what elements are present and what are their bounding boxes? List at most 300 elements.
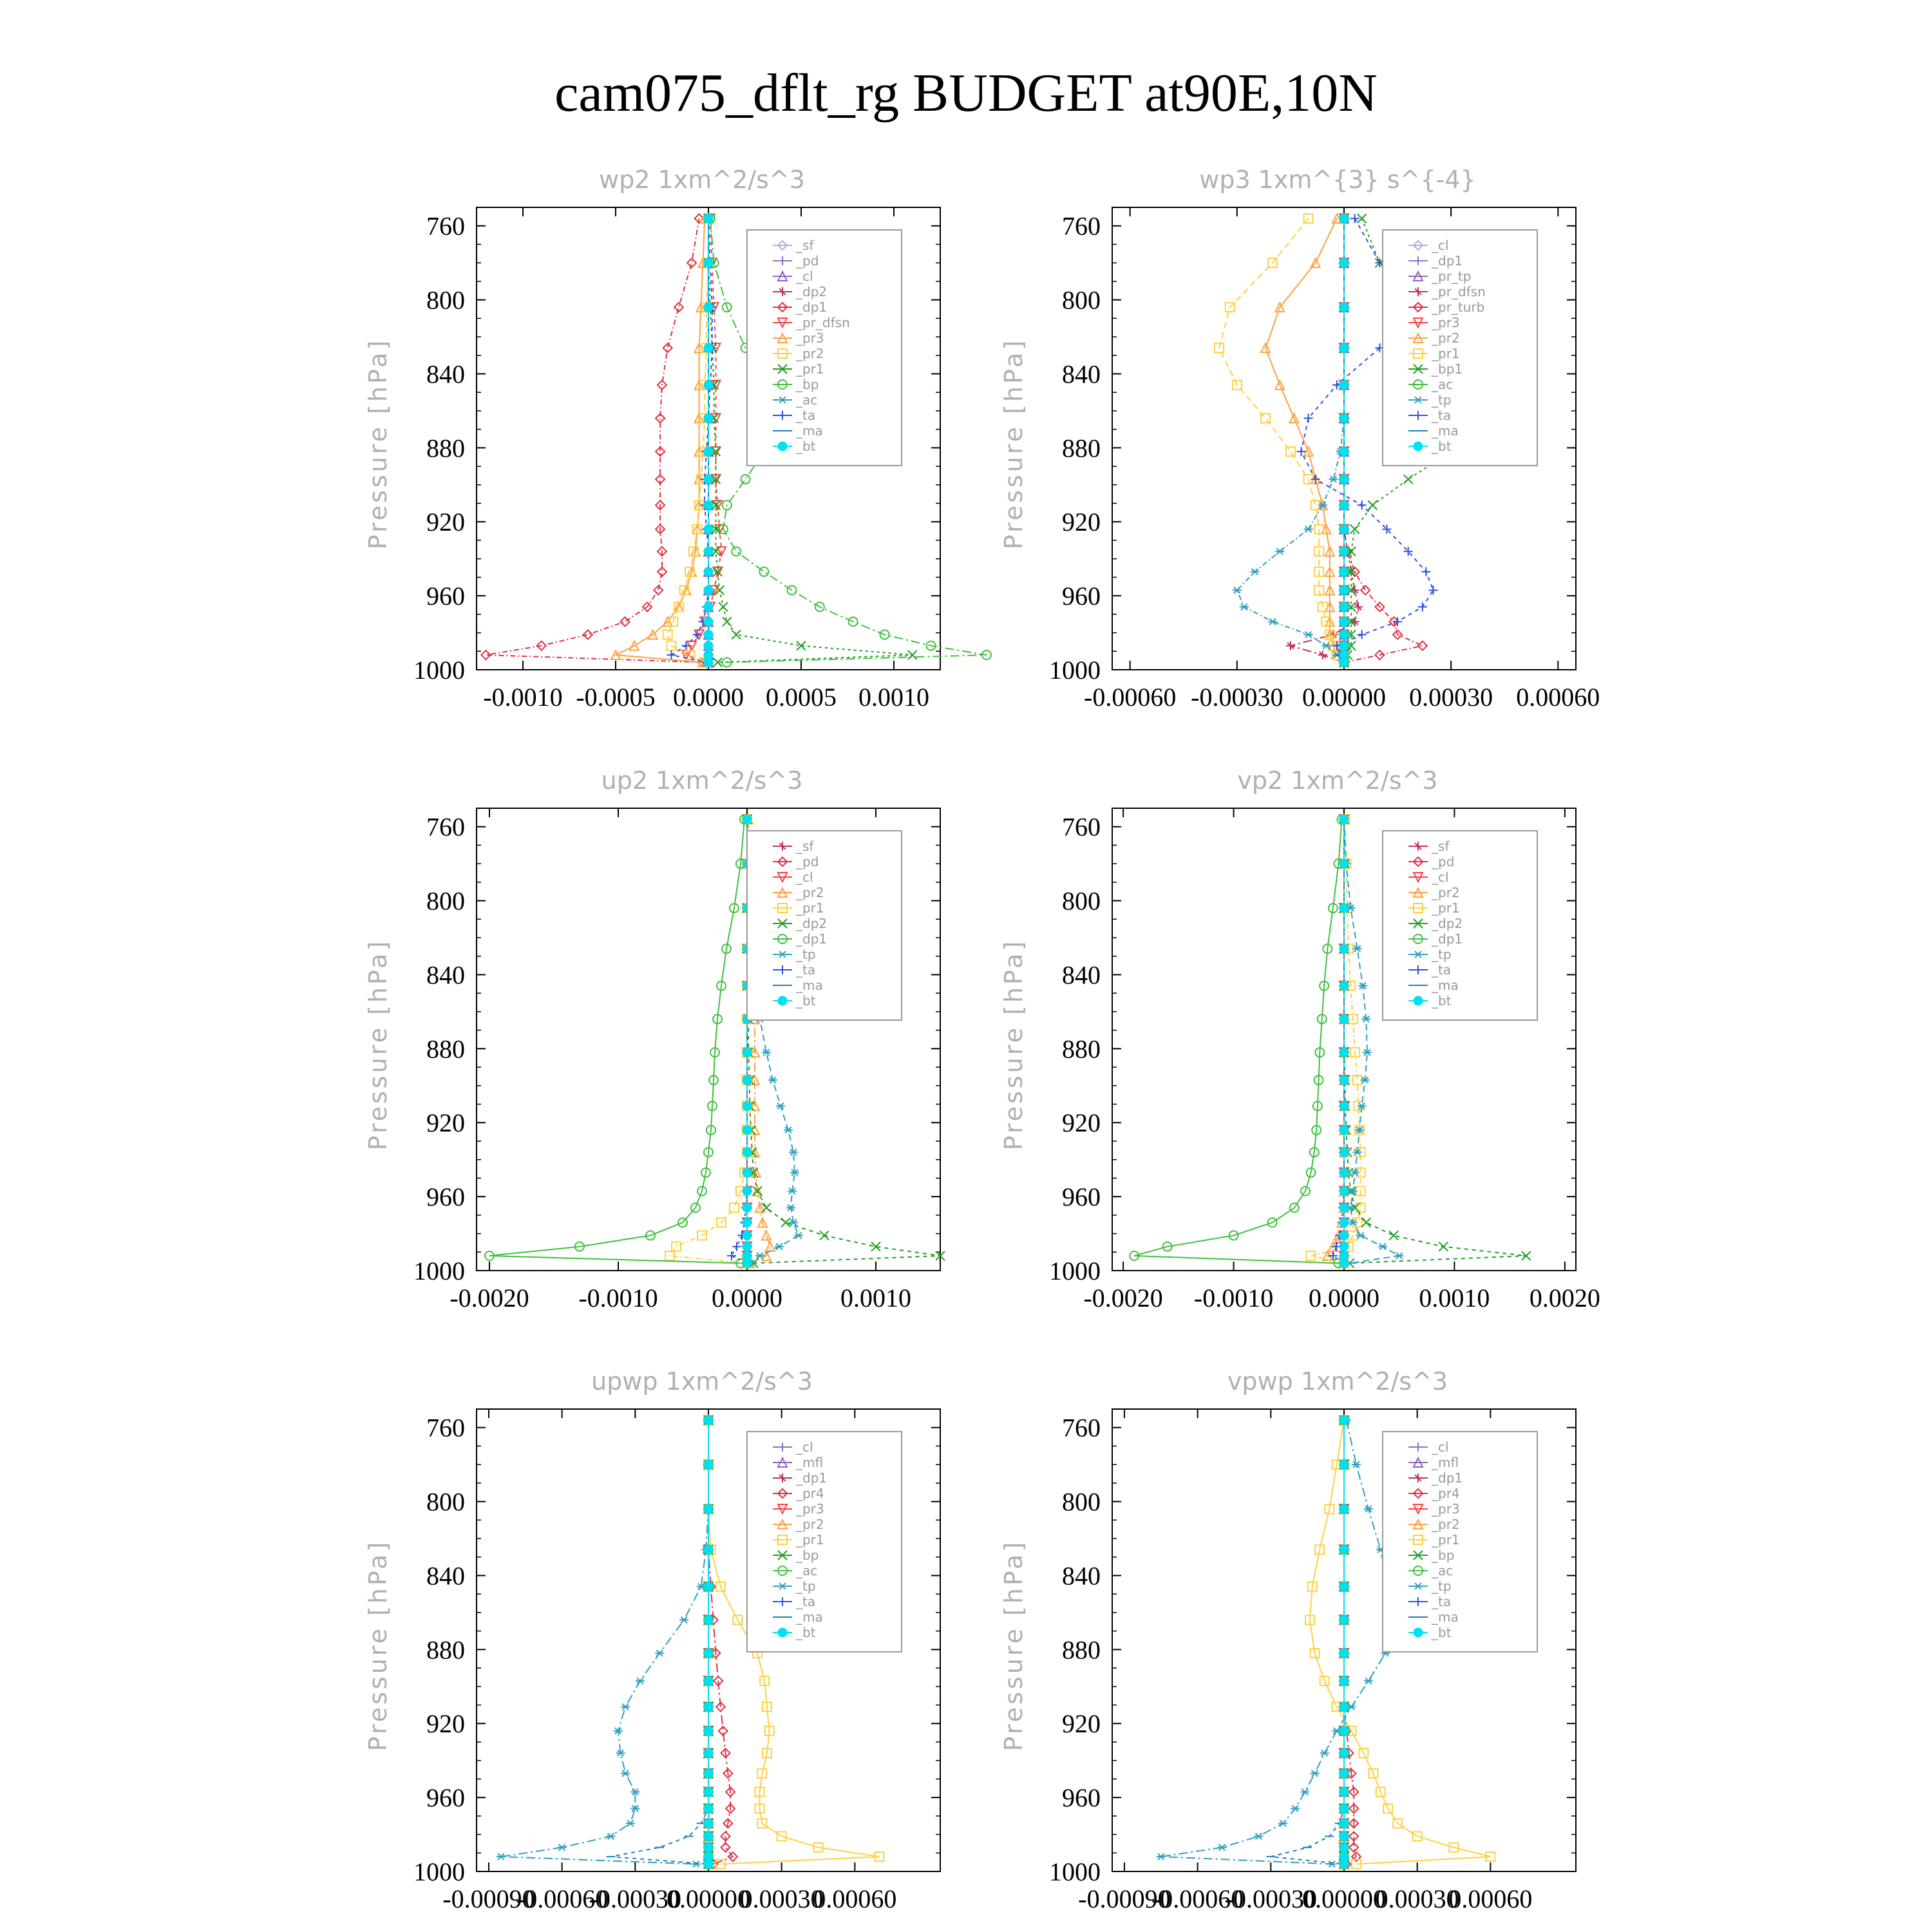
y-tick-label: 1000	[1049, 656, 1101, 685]
series-dp1	[1130, 815, 1346, 1267]
data-point	[1340, 586, 1349, 595]
legend-label: _bt	[1432, 1625, 1452, 1640]
data-point	[1340, 815, 1349, 824]
data-point	[1340, 547, 1349, 556]
data-point	[1340, 1231, 1349, 1240]
data-point	[1340, 475, 1349, 484]
x-tick-label: 0.00030	[1409, 683, 1493, 712]
x-tick-label: 0.0000	[673, 683, 744, 712]
legend-label: _dp1	[796, 1470, 828, 1486]
legend-label: _ma	[1432, 1609, 1459, 1625]
data-point	[704, 1460, 713, 1469]
legend-label: _pr3	[1432, 315, 1460, 330]
x-tick-label: -0.0010	[483, 683, 563, 712]
y-tick-label: 920	[426, 1108, 465, 1138]
legend-label: _pr_dfsn	[796, 315, 850, 330]
x-tick-label: -0.0005	[576, 683, 656, 712]
data-point	[621, 1770, 630, 1777]
data-point	[1340, 1416, 1349, 1425]
chart-panel-3	[364, 766, 945, 1312]
legend-label: _ma	[1432, 978, 1459, 993]
legend-label: _bt	[796, 993, 816, 1009]
data-point	[663, 343, 672, 352]
data-point	[1340, 1048, 1349, 1057]
y-tick-label: 840	[1062, 960, 1101, 990]
y-tick-label: 760	[1062, 812, 1101, 842]
y-axis-label: Pressure [hPa]	[364, 337, 392, 550]
data-point	[723, 617, 732, 626]
y-tick-label: 800	[426, 1487, 465, 1517]
legend-label: _bt	[796, 1625, 816, 1640]
data-point	[704, 214, 713, 223]
data-point	[743, 1259, 752, 1268]
x-tick-label: -0.0010	[1193, 1283, 1274, 1312]
data-point	[1311, 1770, 1320, 1777]
data-point	[743, 1148, 752, 1157]
y-tick-label: 800	[1062, 1487, 1101, 1517]
legend-label: _cl	[1432, 1439, 1449, 1455]
data-point	[1340, 1582, 1349, 1591]
legend-label: _ac	[796, 392, 818, 408]
data-point	[1340, 525, 1349, 534]
data-point	[1340, 447, 1349, 456]
data-point	[743, 1218, 752, 1227]
legend-label: _pr1	[796, 1532, 824, 1548]
data-point	[704, 1788, 713, 1797]
data-point	[681, 641, 690, 650]
data-point	[759, 567, 768, 576]
data-point	[1340, 413, 1349, 422]
legend-label: _ma	[796, 423, 823, 439]
data-point	[1340, 1148, 1349, 1157]
series-line	[1344, 1420, 1356, 1864]
y-tick-label: 760	[426, 211, 465, 241]
data-point	[1340, 1014, 1349, 1023]
series-line	[732, 819, 747, 1263]
series-bt	[704, 1416, 713, 1868]
series-line	[501, 1420, 708, 1864]
data-point	[1254, 1833, 1263, 1840]
legend-label: _mfl	[1432, 1455, 1459, 1470]
data-point	[1389, 1231, 1398, 1240]
legend-label: _cl	[1432, 238, 1449, 253]
page-title: cam075_dflt_rg BUDGET at90E,10N	[554, 63, 1378, 123]
y-axis-label: Pressure [hPa]	[999, 337, 1028, 550]
data-point	[704, 1843, 713, 1852]
data-point	[743, 1187, 752, 1196]
data-point	[636, 1678, 645, 1684]
x-tick-label: 0.0010	[858, 683, 929, 712]
data-point	[1340, 1702, 1349, 1711]
legend-label: _pr1	[796, 900, 824, 916]
series-line	[1134, 819, 1341, 1263]
series-ta	[667, 214, 716, 667]
panel-title: upwp 1xm^2/s^3	[591, 1367, 813, 1396]
legend-label: _pr_tp	[1432, 269, 1472, 284]
data-point	[704, 500, 713, 509]
legend-label: _tp	[1432, 1578, 1452, 1594]
legend-label: _cl	[796, 1439, 813, 1455]
data-point	[1340, 944, 1349, 953]
data-point	[704, 1649, 713, 1658]
legend-label: _pd	[796, 854, 819, 869]
data-point	[1340, 1187, 1349, 1196]
data-point	[1364, 1678, 1373, 1684]
legend-label: _bt	[1432, 993, 1452, 1009]
data-point	[672, 1242, 681, 1251]
data-point	[704, 547, 713, 556]
data-point	[1340, 981, 1349, 990]
series-line	[489, 819, 744, 1263]
data-point	[1340, 1727, 1349, 1736]
y-tick-label: 760	[426, 1413, 465, 1443]
legend-label: _bt	[1432, 439, 1452, 454]
data-point	[620, 617, 629, 626]
series-line	[1219, 218, 1344, 662]
series-line	[708, 1420, 733, 1864]
data-point	[674, 303, 683, 312]
data-point	[704, 1832, 713, 1841]
y-tick-label: 760	[426, 812, 465, 842]
legend-label: _pr_dfsn	[1432, 284, 1486, 299]
data-point	[687, 258, 696, 267]
y-axis-label: Pressure [hPa]	[364, 1539, 392, 1752]
data-point	[719, 602, 728, 611]
data-point	[704, 343, 713, 352]
legend-label: _dp2	[796, 284, 828, 299]
panel-title: vpwp 1xm^2/s^3	[1227, 1367, 1448, 1396]
data-point	[1340, 258, 1349, 267]
data-point	[1340, 1769, 1349, 1778]
legend-label: _cl	[796, 269, 813, 284]
series-bt	[1340, 1416, 1349, 1868]
data-point	[743, 1126, 752, 1135]
data-point	[1358, 630, 1367, 639]
series-line	[670, 819, 747, 1263]
data-point	[743, 815, 752, 824]
data-point	[743, 1168, 752, 1177]
legend-label: _ta	[796, 1594, 816, 1609]
panel-title: vp2 1xm^2/s^3	[1237, 766, 1438, 795]
data-point	[1340, 1788, 1349, 1797]
legend-label: _ac	[796, 1563, 818, 1578]
legend-label: _ac	[1432, 377, 1454, 392]
legend-marker	[778, 1628, 787, 1637]
legend-label: _pr3	[1432, 1501, 1460, 1517]
series-ma	[1266, 1420, 1349, 1864]
data-point	[655, 1650, 664, 1656]
data-point	[704, 1860, 713, 1869]
data-point	[704, 1769, 713, 1778]
data-point	[1340, 1259, 1349, 1268]
data-point	[704, 413, 713, 422]
legend-label: _pd	[1432, 854, 1455, 869]
data-point	[1304, 632, 1313, 638]
data-point	[743, 1101, 752, 1110]
series-pr4	[1340, 1416, 1361, 1868]
legend-box	[747, 1432, 902, 1652]
data-point	[704, 381, 713, 390]
legend-label: _cl	[1432, 869, 1449, 885]
x-tick-label: -0.00060	[1084, 683, 1177, 712]
x-tick-label: 0.00000	[1302, 1884, 1386, 1913]
data-point	[762, 1203, 771, 1212]
data-point	[583, 630, 592, 639]
x-tick-label: 0.0005	[766, 683, 837, 712]
legend-label: _ma	[1432, 423, 1459, 439]
y-tick-label: 1000	[1049, 1857, 1101, 1886]
y-tick-label: 840	[1062, 1561, 1101, 1591]
y-tick-label: 760	[1062, 211, 1101, 241]
y-tick-label: 960	[1062, 1182, 1101, 1212]
data-point	[776, 1103, 785, 1109]
legend-label: _bt	[796, 439, 816, 454]
y-tick-label: 880	[426, 1034, 465, 1064]
series-pr1	[665, 815, 752, 1267]
data-point	[1418, 602, 1427, 611]
data-point	[667, 650, 676, 659]
data-point	[1340, 1545, 1349, 1554]
legend-label: _sf	[796, 238, 814, 253]
data-point	[1361, 1218, 1370, 1227]
data-point	[1340, 1504, 1349, 1513]
data-point	[1421, 567, 1430, 576]
data-point	[1340, 567, 1349, 576]
data-point	[1404, 475, 1413, 484]
y-tick-label: 920	[1062, 1108, 1101, 1138]
legend-label: _dp2	[1432, 916, 1463, 931]
data-point	[1428, 586, 1437, 595]
y-tick-label: 840	[426, 1561, 465, 1591]
legend-label: _dp2	[796, 916, 828, 931]
x-tick-label: 0.0010	[840, 1283, 911, 1312]
data-point	[704, 1748, 713, 1757]
data-point	[497, 1853, 506, 1860]
legend-label: _ta	[796, 408, 816, 423]
data-point	[1291, 1805, 1300, 1812]
data-point	[1340, 630, 1349, 639]
data-point	[621, 1703, 630, 1710]
data-point	[704, 1615, 713, 1624]
data-point	[1340, 904, 1349, 913]
data-point	[667, 641, 676, 650]
y-tick-label: 840	[426, 359, 465, 389]
x-tick-label: 0.00000	[1302, 683, 1386, 712]
series-line	[1333, 819, 1344, 1263]
data-point	[1368, 500, 1377, 509]
y-tick-label: 960	[1062, 1783, 1101, 1813]
legend-label: _sf	[796, 838, 814, 854]
legend-label: _dp1	[1432, 931, 1463, 947]
panel-title: wp2 1xm^2/s^3	[599, 166, 805, 194]
x-tick-label: 0.0000	[1309, 1283, 1379, 1312]
y-axis-label: Pressure [hPa]	[999, 1539, 1028, 1752]
data-point	[743, 1231, 752, 1240]
y-tick-label: 840	[1062, 359, 1101, 389]
legend-label: _cl	[796, 869, 813, 885]
y-tick-label: 800	[1062, 285, 1101, 315]
legend-label: _tp	[796, 1578, 816, 1594]
data-point	[704, 602, 713, 611]
y-tick-label: 960	[1062, 582, 1101, 611]
data-point	[1251, 569, 1260, 575]
legend-label: _pr1	[1432, 1532, 1460, 1548]
data-point	[1340, 1242, 1349, 1251]
y-tick-label: 920	[426, 1709, 465, 1739]
series-line	[671, 218, 712, 662]
data-point	[558, 1844, 567, 1851]
y-tick-label: 920	[1062, 1709, 1101, 1739]
data-point	[692, 1861, 701, 1868]
legend-marker	[778, 442, 787, 451]
data-point	[743, 1048, 752, 1057]
legend-label: _mfl	[796, 1455, 824, 1470]
data-point	[1300, 1789, 1309, 1795]
legend-label: _pr3	[796, 1501, 824, 1517]
x-tick-label: -0.00090	[1078, 1884, 1171, 1913]
y-tick-label: 1000	[413, 1857, 465, 1886]
chart-panel-4	[999, 766, 1600, 1312]
data-point	[1340, 658, 1349, 667]
data-point	[1340, 859, 1349, 868]
y-tick-label: 800	[1062, 886, 1101, 916]
legend-label: _pr_turb	[1432, 299, 1485, 315]
y-tick-label: 880	[426, 433, 465, 463]
y-tick-label: 760	[1062, 1413, 1101, 1443]
x-tick-label: -0.00060	[515, 1884, 609, 1913]
y-tick-label: 800	[426, 886, 465, 916]
data-point	[1218, 1844, 1227, 1851]
y-tick-label: 960	[426, 1182, 465, 1212]
y-tick-label: 920	[1062, 507, 1101, 537]
legend-label: _ta	[1432, 962, 1452, 978]
data-point	[1340, 1649, 1349, 1658]
data-point	[1340, 343, 1349, 352]
data-point	[741, 475, 750, 484]
y-tick-label: 880	[1062, 1034, 1101, 1064]
data-point	[1418, 641, 1427, 650]
legend-label: _pr1	[796, 361, 824, 377]
legend-label: _tp	[796, 947, 816, 962]
series-line	[1291, 218, 1358, 662]
data-point	[704, 658, 713, 667]
legend-label: _tp	[1432, 947, 1452, 962]
data-point	[626, 1820, 635, 1826]
data-point	[704, 1582, 713, 1591]
data-point	[1340, 1832, 1349, 1841]
series-line	[1265, 218, 1344, 662]
legend-box	[747, 230, 902, 466]
legend-label: _pr2	[1432, 1517, 1460, 1532]
x-tick-label: -0.0010	[578, 1283, 658, 1312]
data-point	[1340, 1804, 1349, 1813]
data-point	[743, 1242, 752, 1251]
data-point	[704, 1804, 713, 1813]
data-point	[1340, 1203, 1349, 1212]
data-point	[1286, 641, 1295, 650]
series-pr_dfsn	[1286, 214, 1363, 667]
data-point	[1340, 214, 1349, 223]
data-point	[704, 1702, 713, 1711]
data-point	[704, 567, 713, 576]
data-point	[1340, 1860, 1349, 1869]
series-dp1	[481, 214, 707, 667]
legend-label: _bp	[796, 1548, 819, 1563]
legend-marker	[1414, 442, 1423, 451]
data-point	[732, 547, 741, 556]
data-point	[743, 1075, 752, 1084]
data-point	[727, 1251, 736, 1260]
data-point	[704, 1727, 713, 1736]
x-tick-label: -0.00090	[442, 1884, 535, 1913]
legend-label: _ta	[1432, 1594, 1452, 1609]
data-point	[1340, 1676, 1349, 1685]
data-point	[1157, 1853, 1166, 1860]
series-ma	[606, 1420, 713, 1864]
legend-label: _pr4	[1432, 1486, 1460, 1501]
data-point	[704, 1819, 713, 1828]
data-point	[1340, 602, 1349, 611]
legend-marker	[1414, 996, 1423, 1005]
data-point	[820, 1231, 829, 1240]
x-tick-label: 0.00000	[667, 1884, 750, 1913]
y-tick-label: 880	[1062, 1635, 1101, 1665]
data-point	[1340, 1843, 1349, 1852]
legend-label: _bp1	[1432, 361, 1463, 377]
data-point	[766, 1242, 775, 1251]
series-line	[1237, 218, 1344, 662]
data-point	[1233, 587, 1242, 594]
data-point	[1320, 1750, 1329, 1756]
series-pr1	[1215, 214, 1349, 667]
y-axis-label: Pressure [hPa]	[999, 938, 1028, 1151]
data-point	[1395, 1253, 1404, 1259]
data-point	[704, 475, 713, 484]
data-point	[704, 586, 713, 595]
data-point	[1340, 1168, 1349, 1177]
series-tp	[497, 1417, 713, 1867]
data-point	[1340, 1126, 1349, 1135]
legend-label: _sf	[1432, 838, 1450, 854]
data-point	[743, 1203, 752, 1212]
x-tick-label: 0.00060	[1448, 1884, 1533, 1913]
legend-label: _pr1	[1432, 900, 1460, 916]
y-tick-label: 880	[1062, 433, 1101, 463]
series-line	[1161, 1420, 1393, 1864]
legend-marker	[778, 996, 787, 1005]
data-point	[1268, 618, 1277, 625]
data-point	[1340, 381, 1349, 390]
y-tick-label: 960	[426, 582, 465, 611]
data-point	[784, 1127, 793, 1133]
y-tick-label: 960	[426, 1783, 465, 1813]
data-point	[1327, 1861, 1336, 1868]
legend-label: _pr2	[796, 885, 824, 900]
y-axis-label: Pressure [hPa]	[364, 938, 392, 1151]
chart-panel-2	[999, 166, 1600, 712]
legend-label: _bp	[796, 377, 819, 392]
data-point	[704, 525, 713, 534]
x-tick-label: -0.00030	[1191, 683, 1283, 712]
x-tick-label: 0.00030	[739, 1884, 824, 1913]
y-tick-label: 1000	[1049, 1256, 1101, 1285]
series-dp1	[485, 815, 749, 1267]
y-tick-label: 920	[426, 507, 465, 537]
legend-label: _pd	[796, 253, 819, 269]
legend-label: _pr1	[1432, 346, 1460, 361]
x-tick-label: 0.0020	[1529, 1283, 1600, 1312]
y-tick-label: 840	[426, 960, 465, 990]
